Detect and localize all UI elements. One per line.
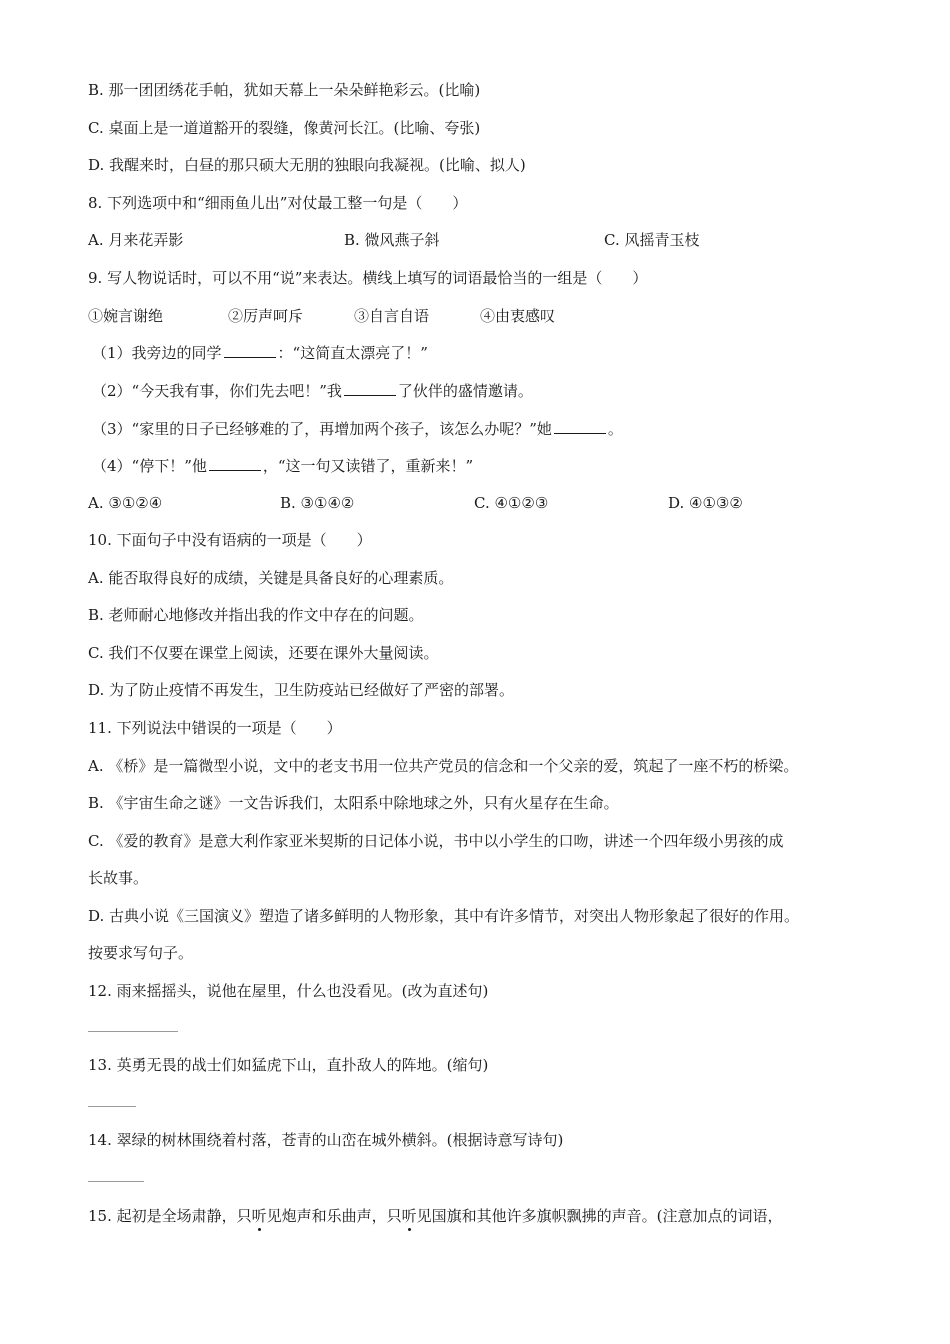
q13-prompt: 13. 英勇无畏的战士们如猛虎下山，直扑敌人的阵地。(缩句) — [88, 1056, 489, 1074]
q11-option-d: D. 古典小说《三国演义》塑造了诸多鲜明的人物形象，其中有许多情节，对突出人物形象起了很好的作用。 — [88, 907, 800, 925]
q9-word-2: ②厉声呵斥 — [228, 307, 304, 325]
fill-blank — [344, 381, 396, 396]
q11-option-b: B. 《宇宙生命之谜》一文告诉我们，太阳系中除地球之外，只有火星存在生命。 — [88, 794, 619, 812]
q11-option-a: A. 《桥》是一篇微型小说，文中的老支书用一位共产党员的信念和一个父亲的爱，筑起了一座不朽的桥梁。 — [88, 757, 799, 775]
emphasis-dot-word: 只听见 — [386, 1207, 432, 1225]
q11-option-c-line1: C. 《爱的教育》是意大利作家亚米契斯的日记体小说，书中以小学生的口吻，讲述一个四年级小男孩的成 — [88, 832, 784, 850]
q7-option-b: B. 那一团团绣花手帕，犹如天幕上一朵朵鲜艳彩云。(比喻) — [88, 81, 481, 99]
q7-option-c: C. 桌面上是一道道豁开的裂缝，像黄河长江。(比喻、夸张) — [88, 119, 481, 137]
fill-blank — [554, 419, 606, 434]
q8-option-b: B. 微风燕子斜 — [344, 231, 440, 249]
section-heading: 按要求写句子。 — [88, 944, 194, 962]
q8-option-c: C. 风摇青玉枝 — [604, 231, 700, 249]
q8-option-a: A. 月来花弄影 — [88, 231, 184, 249]
q10-option-a: A. 能否取得良好的成绩，关键是具备良好的心理素质。 — [88, 569, 454, 587]
q9-option-c: C. ④①②③ — [474, 494, 549, 512]
q9-word-3: ③自言自语 — [354, 307, 430, 325]
q9-sentence-4: （4）“停下！”他 ，“这一句又读错了，重新来！” — [92, 457, 474, 475]
q15-prompt: 15. 起初是全场肃静，只听见炮声和乐曲声，只听见国旗和其他许多旗帜飘拂的声音。(注意加点的词语， — [88, 1207, 783, 1225]
q9-option-b: B. ③①④② — [280, 494, 355, 512]
q9-word-4: ④由衷感叹 — [480, 307, 556, 325]
q9-stem: 9. 写人物说话时，可以不用“说”来表达。横线上填写的词语最恰当的一组是（ ） — [88, 269, 648, 287]
fill-blank — [224, 343, 276, 358]
q8-stem: 8. 下列选项中和“细雨鱼儿出”对仗最工整一句是（ ） — [88, 194, 468, 212]
q13-answer-line — [88, 1106, 136, 1107]
q12-prompt: 12. 雨来摇摇头，说他在屋里，什么也没看见。(改为直述句) — [88, 982, 489, 1000]
q11-stem: 11. 下列说法中错误的一项是（ ） — [88, 719, 342, 737]
q10-option-b: B. 老师耐心地修改并指出我的作文中存在的问题。 — [88, 606, 424, 624]
q10-stem: 10. 下面句子中没有语病的一项是（ ） — [88, 531, 372, 549]
q10-option-c: C. 我们不仅要在课堂上阅读，还要在课外大量阅读。 — [88, 644, 439, 662]
q9-sentence-2: （2）“今天我有事，你们先去吧！”我 了伙伴的盛情邀请。 — [92, 382, 533, 400]
q9-option-a: A. ③①②④ — [88, 494, 163, 512]
fill-blank — [209, 456, 261, 471]
q9-sentence-1: （1）我旁边的同学 ：“这简直太漂亮了！” — [92, 344, 428, 362]
q12-answer-line — [88, 1031, 178, 1032]
q9-word-1: ①婉言谢绝 — [88, 307, 164, 325]
q7-option-d: D. 我醒来时，白昼的那只硕大无朋的独眼向我凝视。(比喻、拟人) — [88, 156, 526, 174]
q14-prompt: 14. 翠绿的树林围绕着村落，苍青的山峦在城外横斜。(根据诗意写诗句) — [88, 1131, 564, 1149]
q14-answer-line — [88, 1181, 144, 1182]
q9-sentence-3: （3）“家里的日子已经够难的了，再增加两个孩子，该怎么办呢？”她 。 — [92, 420, 623, 438]
q11-option-c-line2: 长故事。 — [88, 869, 149, 887]
q10-option-d: D. 为了防止疫情不再发生，卫生防疫站已经做好了严密的部署。 — [88, 681, 515, 699]
emphasis-dot-word: 只听见 — [236, 1207, 282, 1225]
q9-option-d: D. ④①③② — [668, 494, 743, 512]
